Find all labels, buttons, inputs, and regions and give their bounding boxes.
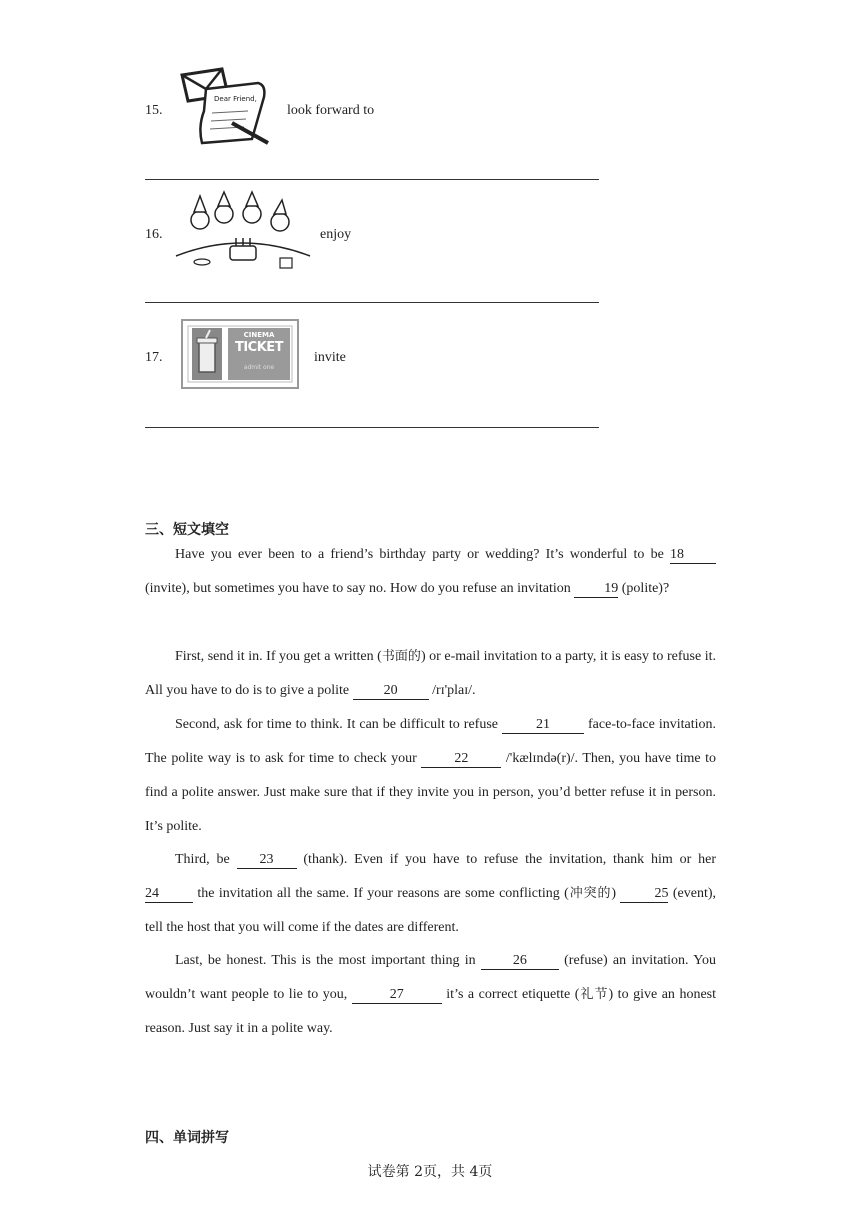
blank-25[interactable]: 25 — [620, 886, 668, 903]
p5-chinese: 礼节 — [579, 987, 609, 1002]
letter-text: Dear Friend, — [214, 95, 257, 103]
blank-26[interactable]: 26 — [481, 953, 559, 970]
answer-line-15[interactable] — [145, 179, 599, 180]
ticket-word: TICKET — [234, 340, 284, 355]
p4-text-c: the invitation all the same. If your reasons are some conflicting ( — [197, 886, 569, 901]
p3-text-a: Second, ask for time to think. It can be difficult to refuse — [175, 717, 498, 732]
p1-text-a: Have you ever been to a friend’s birthday party or wedding? It’s wonderful to be — [175, 547, 664, 562]
blank-19[interactable]: 19 — [574, 581, 618, 598]
p4-chinese: 冲突的 — [568, 886, 612, 901]
paragraph-4 — [145, 843, 716, 945]
p5-text-c: it’s a correct etiquette ( — [446, 987, 580, 1002]
p2-text-c: /rɪ'plaɪ/. — [432, 683, 476, 698]
item-phrase-16: enjoy — [320, 227, 352, 242]
item-phrase-17: invite — [314, 350, 346, 365]
page-footer: 试卷第 2页，共 4页 — [367, 1164, 493, 1180]
p3-text-b: face-to-face invitation. The polite way is to ask for time to check your — [145, 717, 717, 766]
paragraph-5 — [145, 944, 716, 1046]
blank-18[interactable]: 18 — [670, 547, 716, 564]
answer-line-16[interactable] — [145, 302, 599, 303]
p1-text-c: (invite), but sometimes you have to say no. How do you refuse an invitation — [145, 581, 571, 596]
cinema-ticket-icon — [180, 318, 300, 390]
p2-chinese: 书面的 — [381, 649, 421, 664]
ticket-sub: admit one — [243, 364, 275, 371]
p1-text-d: (polite)? — [621, 581, 670, 596]
blank-21[interactable]: 21 — [502, 717, 584, 734]
section-4-title: 四、单词拼写 — [145, 1130, 229, 1146]
ticket-title: CINEMA — [243, 331, 275, 339]
item-number-15: 15. — [145, 103, 163, 118]
paragraph-2 — [145, 640, 716, 708]
letter-icon — [178, 67, 272, 147]
blank-22[interactable]: 22 — [421, 751, 501, 768]
paragraph-3 — [145, 708, 716, 844]
item-phrase-15: look forward to — [287, 103, 375, 118]
p4-text-b: (thank). Even if you have to refuse the invitation, thank him or her — [303, 852, 717, 867]
p5-text-d: ) to give an honest reason. Just say it in a polite way. — [145, 987, 717, 1036]
answer-line-17[interactable] — [145, 427, 599, 428]
p4-text-e: (event), tell the host that you will come if the dates are different. — [145, 886, 717, 935]
p2-text-b: ) or e-mail invitation to a party, it is easy to refuse it. All you have to do is to give a polite — [145, 649, 716, 698]
party-icon — [172, 190, 312, 274]
p4-text-a: Third, be — [175, 852, 230, 867]
p2-text-a: First, send it in. If you get a written ( — [175, 649, 382, 664]
p5-text-b: (refuse) an invitation. You wouldn’t want people to lie to you, — [145, 953, 717, 1002]
blank-23[interactable]: 23 — [237, 852, 297, 869]
p3-text-c: /'kælɪndə(r)/. Then, you have time to find a polite answer. Just make sure that if they invite you in person, you’d better refuse it in person. It’s polite. — [145, 751, 717, 834]
blank-20[interactable]: 20 — [353, 683, 429, 700]
blank-27[interactable]: 27 — [352, 987, 442, 1004]
p5-text-a: Last, be honest. This is the most important thing in — [175, 953, 476, 968]
section-3-title: 三、短文填空 — [145, 522, 229, 538]
blank-24[interactable]: 24 — [145, 886, 193, 903]
item-number-17: 17. — [145, 350, 163, 365]
paragraph-1 — [145, 538, 716, 606]
item-number-16: 16. — [145, 227, 163, 242]
p4-text-d: ) — [611, 886, 617, 901]
